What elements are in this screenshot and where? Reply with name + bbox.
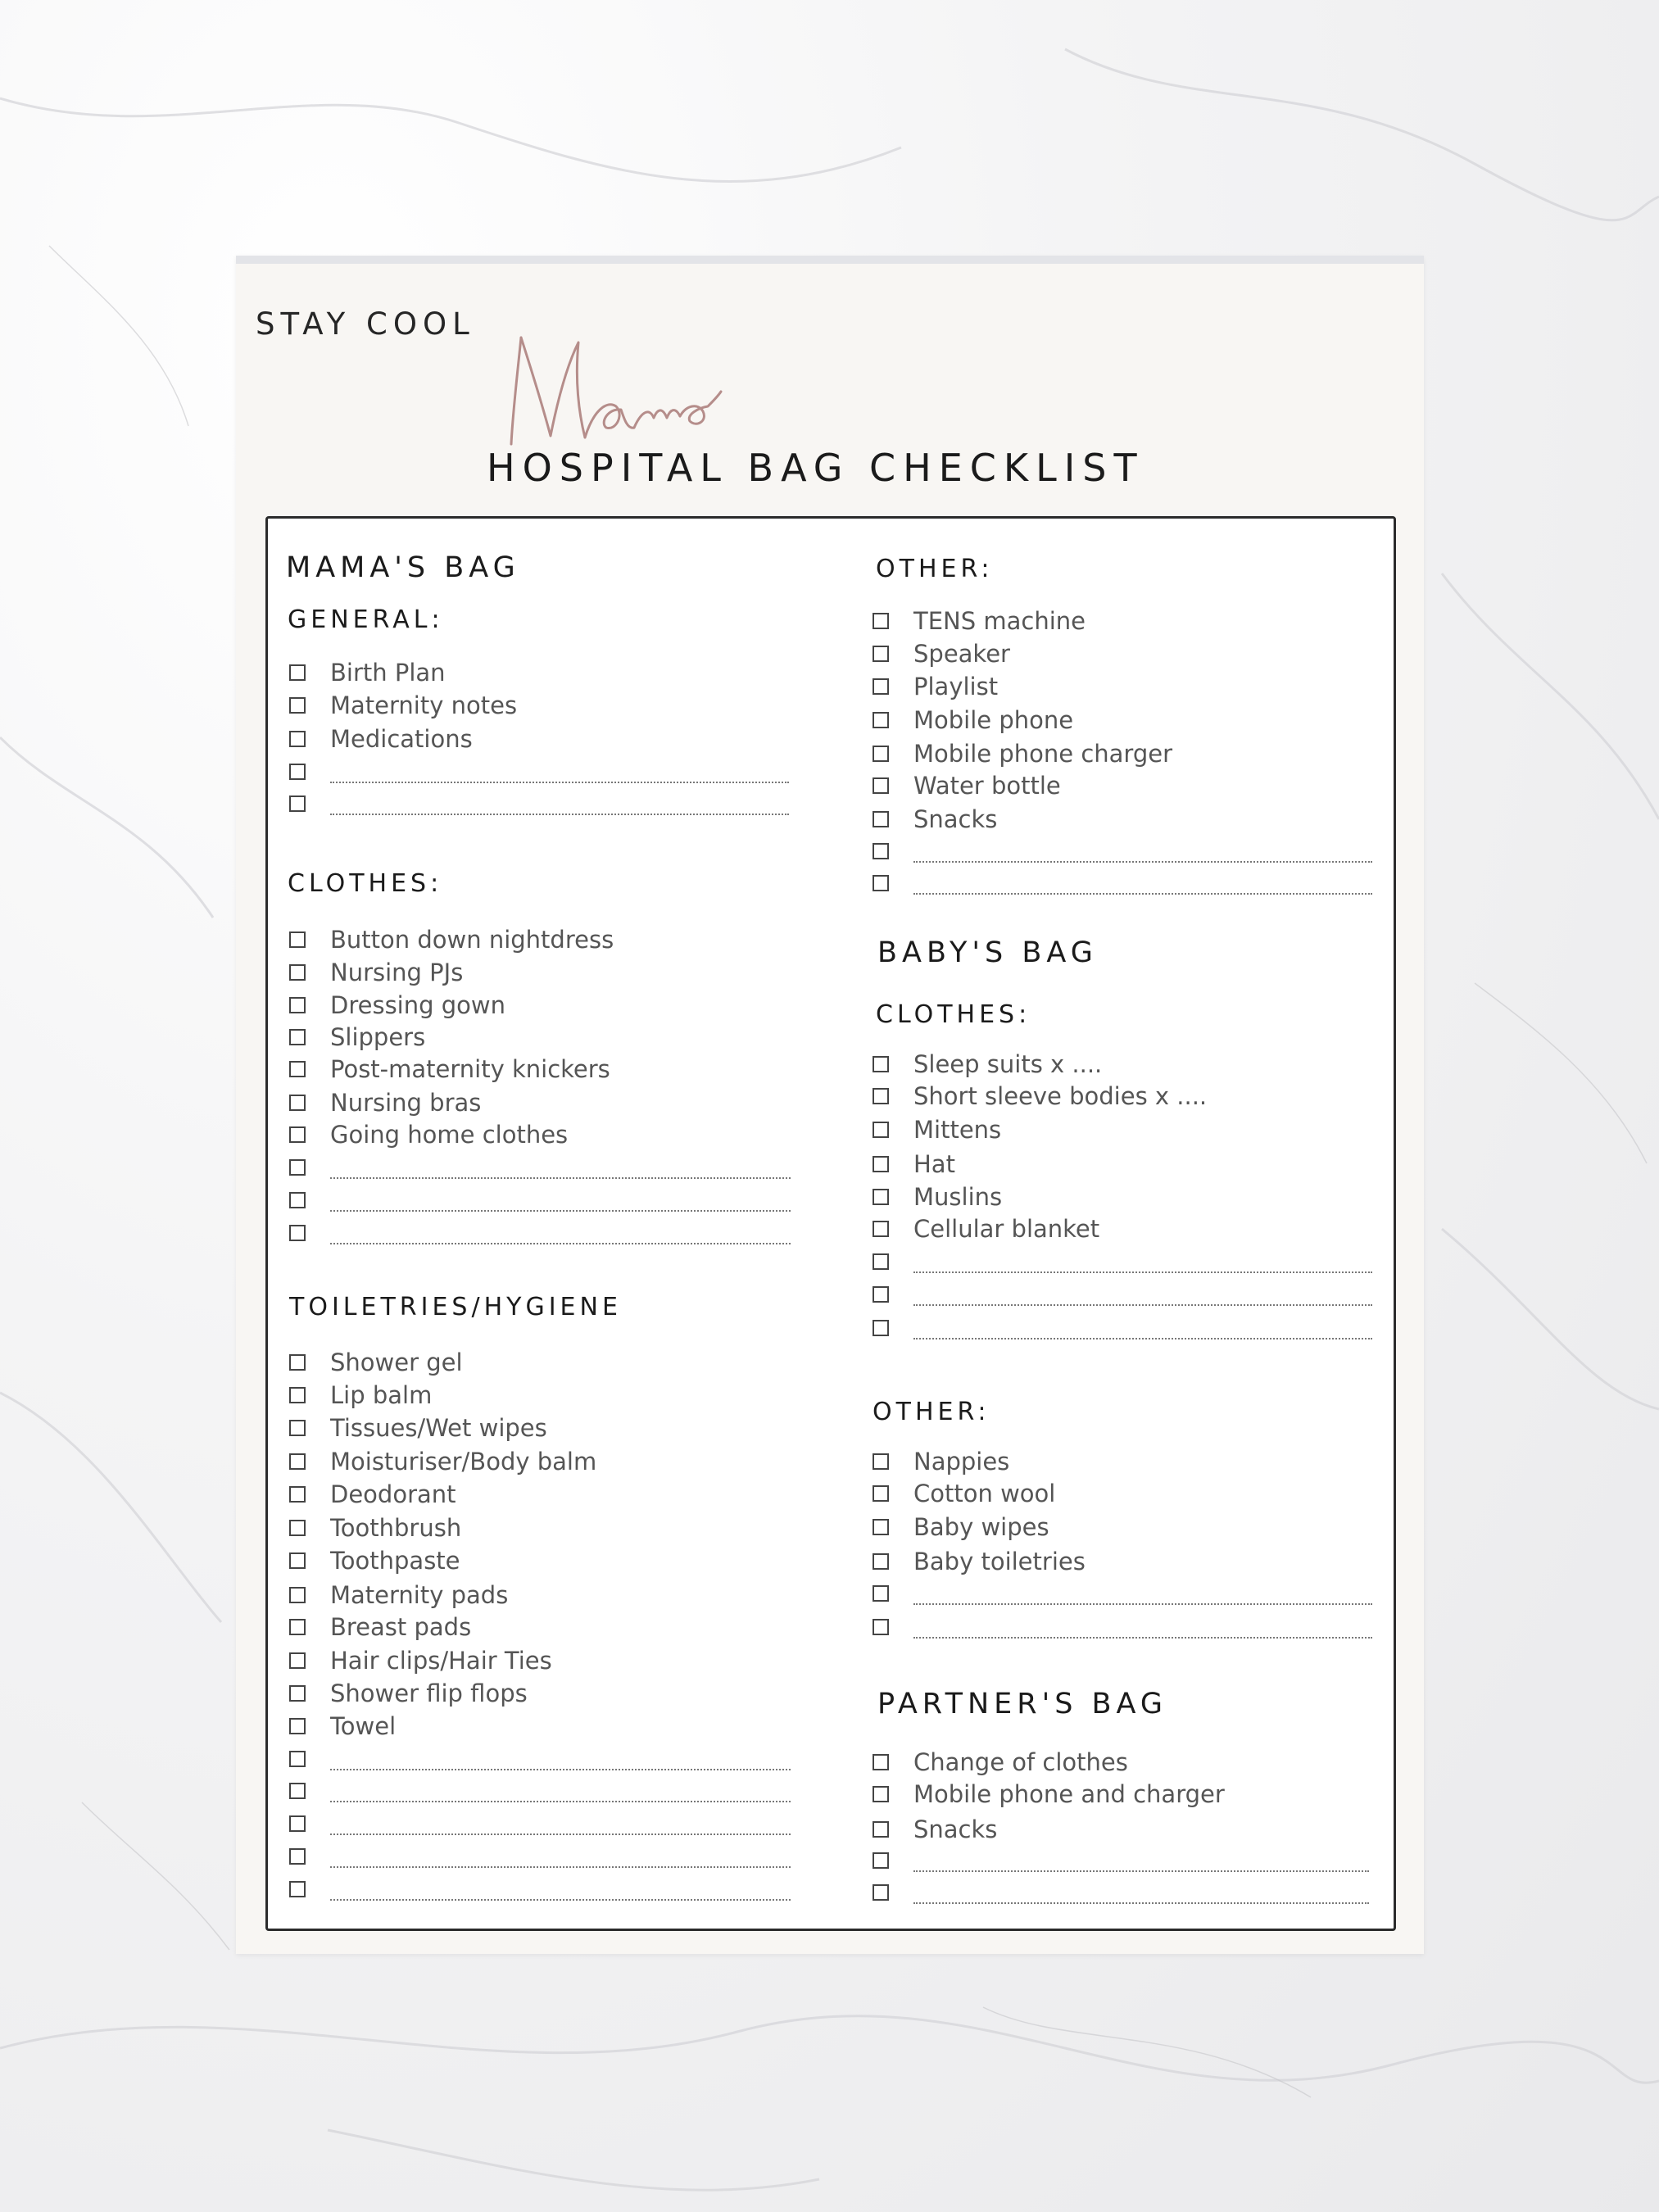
checkbox[interactable]	[873, 1156, 889, 1172]
checklist-item[interactable]: Baby toiletries	[873, 1545, 1086, 1578]
checklist-item[interactable]: Playlist	[873, 670, 998, 703]
checkbox[interactable]	[289, 931, 306, 948]
checkbox[interactable]	[873, 1189, 889, 1205]
checkbox[interactable]	[873, 1585, 889, 1602]
checklist-item[interactable]: Mobile phone and charger	[873, 1778, 1225, 1811]
checkbox[interactable]	[289, 964, 306, 981]
checkbox[interactable]	[289, 1192, 306, 1208]
checkbox[interactable]	[873, 1253, 889, 1270]
checklist-item[interactable]: Post-maternity knickers	[289, 1053, 610, 1086]
checkbox[interactable]	[873, 613, 889, 629]
blank-checklist-item[interactable]	[289, 1807, 791, 1840]
checklist-item[interactable]: Lip balm	[289, 1379, 432, 1412]
checkbox[interactable]	[289, 1387, 306, 1403]
checkbox[interactable]	[873, 678, 889, 695]
checklist-item[interactable]: Shower flip flops	[289, 1677, 528, 1710]
checkbox[interactable]	[289, 1685, 306, 1702]
checklist-frame	[265, 516, 1396, 1931]
checkbox[interactable]	[873, 1786, 889, 1802]
checklist-item[interactable]: Short sleeve bodies x ....	[873, 1080, 1207, 1113]
checkbox[interactable]	[873, 1821, 889, 1838]
checkbox[interactable]	[873, 1320, 889, 1336]
checklist-item[interactable]: Nursing bras	[289, 1086, 481, 1119]
write-in-line[interactable]	[330, 1899, 791, 1901]
blank-checklist-item[interactable]	[873, 1312, 1372, 1344]
checklist-item[interactable]: Muslins	[873, 1181, 1002, 1213]
checklist-item[interactable]: Shower gel	[289, 1346, 463, 1379]
write-in-line[interactable]	[913, 1902, 1369, 1904]
write-in-line[interactable]	[913, 893, 1372, 895]
checklist-item[interactable]: TENS machine	[873, 605, 1086, 637]
checklist-item[interactable]: Hair clips/Hair Ties	[289, 1644, 552, 1677]
checklist-item[interactable]: Slippers	[289, 1021, 425, 1054]
write-in-line[interactable]	[330, 782, 789, 783]
checkbox[interactable]	[289, 1061, 306, 1077]
checklist-item[interactable]: Mobile phone	[873, 704, 1073, 737]
checklist-sheet	[236, 256, 1424, 1954]
write-in-line[interactable]	[913, 1304, 1372, 1306]
write-in-line[interactable]	[330, 1243, 791, 1244]
blank-checklist-item[interactable]	[873, 1245, 1372, 1278]
checklist-item[interactable]: Sleep suits x ....	[873, 1048, 1102, 1081]
checklist-item[interactable]: Dressing gown	[289, 989, 505, 1022]
checklist-item[interactable]: Moisturiser/Body balm	[289, 1445, 596, 1478]
checkbox[interactable]	[873, 1553, 889, 1570]
checkbox[interactable]	[873, 1519, 889, 1535]
checkbox[interactable]	[289, 1095, 306, 1111]
checklist-item[interactable]: Snacks	[873, 1813, 997, 1846]
blank-checklist-item[interactable]	[289, 1743, 791, 1775]
checkbox[interactable]	[873, 875, 889, 891]
checkbox[interactable]	[289, 1520, 306, 1536]
checklist-item[interactable]: Tissues/Wet wipes	[289, 1412, 547, 1444]
write-in-line[interactable]	[330, 1801, 791, 1802]
checklist-item[interactable]: Going home clothes	[289, 1118, 568, 1151]
write-in-line[interactable]	[913, 1637, 1372, 1639]
checkbox[interactable]	[289, 1420, 306, 1436]
checklist-item[interactable]: Cotton wool	[873, 1477, 1055, 1510]
write-in-line[interactable]	[913, 861, 1372, 863]
blank-checklist-item[interactable]	[873, 1577, 1372, 1610]
checkbox[interactable]	[873, 712, 889, 728]
checkbox[interactable]	[289, 1652, 306, 1669]
checkbox[interactable]	[289, 1552, 306, 1569]
checklist-item[interactable]: Medications	[289, 723, 473, 755]
checklist-item[interactable]: Maternity pads	[289, 1579, 508, 1611]
checkbox[interactable]	[289, 1881, 306, 1897]
blank-checklist-item[interactable]	[873, 1278, 1372, 1311]
checkbox[interactable]	[289, 1619, 306, 1635]
checkbox[interactable]	[289, 1029, 306, 1045]
checklist-item[interactable]: Snacks	[873, 803, 997, 836]
checkbox[interactable]	[873, 777, 889, 794]
checkbox[interactable]	[289, 1751, 306, 1767]
checklist-item[interactable]: Speaker	[873, 637, 1010, 670]
checklist-item[interactable]: Button down nightdress	[289, 923, 614, 956]
checkbox[interactable]	[873, 1122, 889, 1138]
checkbox[interactable]	[873, 746, 889, 762]
write-in-line[interactable]	[913, 1271, 1372, 1273]
checkbox[interactable]	[289, 1159, 306, 1176]
blank-checklist-item[interactable]	[873, 1844, 1369, 1877]
checklist-item[interactable]: Mobile phone charger	[873, 737, 1172, 770]
checkbox[interactable]	[873, 1852, 889, 1869]
checkbox[interactable]	[873, 1619, 889, 1635]
blank-checklist-item[interactable]	[873, 1611, 1372, 1643]
partners-bag-heading: PARTNER'S BAG	[877, 1688, 1168, 1720]
checkbox[interactable]	[289, 1587, 306, 1603]
checkbox[interactable]	[873, 1754, 889, 1770]
checklist-item[interactable]: Nappies	[873, 1445, 1009, 1478]
checklist-item[interactable]: Birth Plan	[289, 656, 446, 689]
checklist-item[interactable]: Breast pads	[289, 1611, 471, 1643]
checkbox[interactable]	[289, 997, 306, 1013]
checklist-item[interactable]: Hat	[873, 1148, 955, 1181]
checklist-item[interactable]: Change of clothes	[873, 1746, 1128, 1779]
checklist-item[interactable]: Toothpaste	[289, 1544, 460, 1577]
checklist-item[interactable]: Toothbrush	[289, 1512, 461, 1544]
checkbox[interactable]	[289, 1815, 306, 1832]
checkbox[interactable]	[289, 664, 306, 681]
checkbox[interactable]	[873, 811, 889, 827]
checklist-item[interactable]: Mittens	[873, 1113, 1001, 1146]
blank-checklist-item[interactable]	[289, 1840, 791, 1873]
write-in-line[interactable]	[330, 1866, 791, 1868]
blank-checklist-item[interactable]	[289, 1217, 791, 1249]
checklist-item[interactable]: Nursing PJs	[289, 956, 463, 989]
checkbox[interactable]	[289, 796, 306, 812]
checkbox[interactable]	[873, 646, 889, 662]
checklist-item[interactable]: Water bottle	[873, 769, 1061, 802]
checklist-item[interactable]: Towel	[289, 1710, 396, 1743]
mamas-bag-heading: MAMA'S BAG	[286, 551, 520, 584]
checklist-item[interactable]: Cellular blanket	[873, 1213, 1099, 1245]
clothes-heading: CLOTHES:	[288, 869, 443, 898]
toiletries-heading: TOILETRIES/HYGIENE	[289, 1293, 622, 1321]
checkbox[interactable]	[873, 843, 889, 859]
checkbox[interactable]	[873, 1221, 889, 1237]
checkbox[interactable]	[873, 1453, 889, 1470]
blank-checklist-item[interactable]	[873, 1876, 1369, 1909]
general-heading: GENERAL:	[288, 605, 444, 634]
checkbox[interactable]	[873, 1884, 889, 1901]
stay-cool-tagline: STAY COOL	[256, 306, 475, 342]
checkbox[interactable]	[289, 1848, 306, 1865]
write-in-line[interactable]	[330, 1177, 791, 1179]
checkbox[interactable]	[873, 1088, 889, 1104]
baby-other-heading: OTHER:	[873, 1398, 990, 1426]
checkbox[interactable]	[289, 1486, 306, 1503]
blank-checklist-item[interactable]	[873, 835, 1372, 868]
checkbox[interactable]	[289, 1354, 306, 1371]
checklist-item[interactable]: Deodorant	[289, 1478, 456, 1511]
babys-bag-heading: BABY'S BAG	[877, 936, 1098, 969]
checkbox[interactable]	[289, 1718, 306, 1734]
checkbox[interactable]	[289, 697, 306, 714]
checklist-title: HOSPITAL BAG CHECKLIST	[487, 446, 1145, 490]
checklist-item[interactable]: Maternity notes	[289, 689, 517, 722]
checkbox[interactable]	[289, 1783, 306, 1799]
blank-checklist-item[interactable]	[289, 787, 789, 820]
write-in-line[interactable]	[330, 1834, 791, 1835]
blank-checklist-item[interactable]	[289, 1873, 791, 1906]
blank-checklist-item[interactable]	[289, 755, 789, 788]
blank-checklist-item[interactable]	[873, 867, 1372, 900]
baby-clothes-heading: CLOTHES:	[876, 1000, 1031, 1029]
blank-checklist-item[interactable]	[289, 1184, 791, 1217]
blank-checklist-item[interactable]	[289, 1151, 791, 1184]
write-in-line[interactable]	[330, 1210, 791, 1212]
blank-checklist-item[interactable]	[289, 1775, 791, 1807]
write-in-line[interactable]	[913, 1603, 1372, 1605]
checkbox[interactable]	[289, 1126, 306, 1143]
checkbox[interactable]	[873, 1056, 889, 1072]
checkbox[interactable]	[289, 764, 306, 780]
mama-script-logo	[493, 321, 723, 460]
write-in-line[interactable]	[330, 1769, 791, 1770]
mama-other-heading: OTHER:	[876, 555, 994, 583]
write-in-line[interactable]	[913, 1338, 1372, 1339]
checkbox[interactable]	[873, 1286, 889, 1303]
checkbox[interactable]	[289, 731, 306, 747]
checkbox[interactable]	[873, 1485, 889, 1502]
checkbox[interactable]	[289, 1225, 306, 1241]
checkbox[interactable]	[289, 1453, 306, 1470]
checklist-item[interactable]: Baby wipes	[873, 1511, 1049, 1543]
write-in-line[interactable]	[330, 814, 789, 815]
write-in-line[interactable]	[913, 1870, 1369, 1872]
